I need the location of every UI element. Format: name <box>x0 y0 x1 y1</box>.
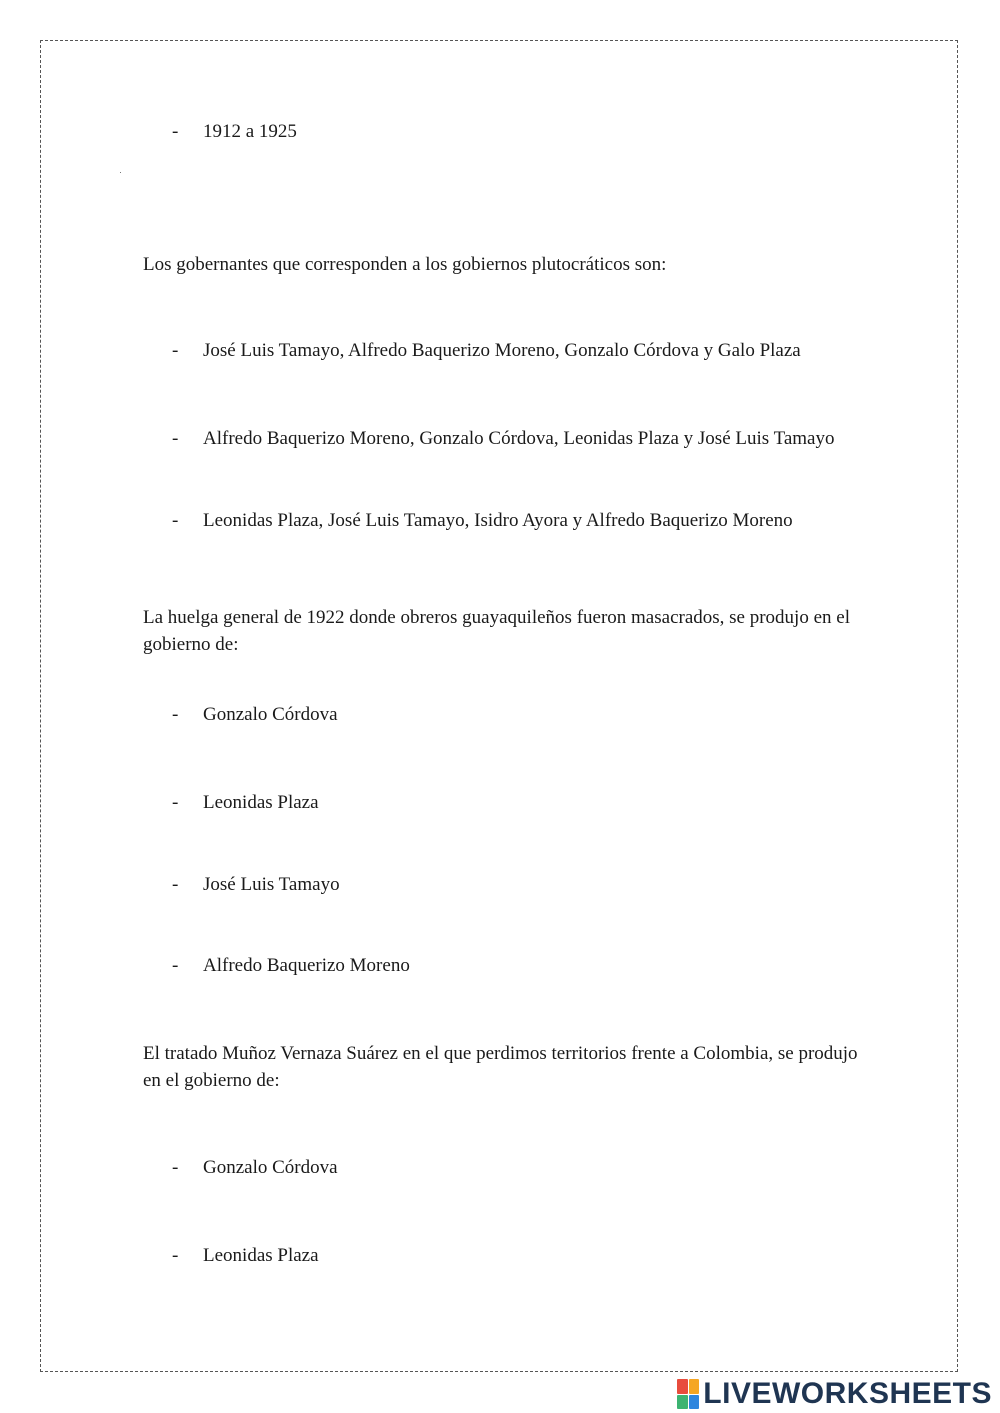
bullet-dash: - <box>172 704 179 725</box>
bullet-dash: - <box>172 1157 179 1178</box>
question-2-option-4[interactable]: Alfredo Baquerizo Moreno <box>203 955 410 976</box>
question-2-option-2[interactable]: Leonidas Plaza <box>203 792 319 813</box>
logo-icon-block <box>689 1379 700 1394</box>
question-3-option-2[interactable]: Leonidas Plaza <box>203 1245 319 1266</box>
bullet-dash: - <box>172 1245 179 1266</box>
question-2-prompt: La huelga general de 1922 donde obreros guayaquileños fueron masacrados, se produjo en el gobierno de: <box>143 607 850 655</box>
logo-icon-block <box>689 1395 700 1410</box>
question-3-prompt: El tratado Muñoz Vernaza Suárez en el que perdimos territorios frente a Colombia, se produjo en el gobierno de: <box>143 1043 858 1091</box>
stray-mark <box>120 172 121 173</box>
period-option: 1912 a 1925 <box>203 121 297 142</box>
bullet-dash: - <box>172 121 179 142</box>
logo-icon <box>677 1379 699 1409</box>
question-2-option-1[interactable]: Gonzalo Córdova <box>203 704 338 725</box>
logo-icon-block <box>677 1379 688 1394</box>
bullet-dash: - <box>172 792 179 813</box>
bullet-dash: - <box>172 510 179 531</box>
question-1-option-1[interactable]: José Luis Tamayo, Alfredo Baquerizo Moreno, Gonzalo Córdova y Galo Plaza <box>203 340 801 361</box>
bullet-dash: - <box>172 428 179 449</box>
bullet-dash: - <box>172 874 179 895</box>
bullet-dash: - <box>172 955 179 976</box>
question-1-option-3[interactable]: Leonidas Plaza, José Luis Tamayo, Isidro Ayora y Alfredo Baquerizo Moreno <box>203 510 793 531</box>
logo-text: LIVEWORKSHEETS <box>703 1377 992 1410</box>
question-2-option-3[interactable]: José Luis Tamayo <box>203 874 340 895</box>
logo-icon-block <box>677 1395 688 1410</box>
question-1-option-2[interactable]: Alfredo Baquerizo Moreno, Gonzalo Córdova, Leonidas Plaza y José Luis Tamayo <box>203 428 835 449</box>
question-3-option-1[interactable]: Gonzalo Córdova <box>203 1157 338 1178</box>
question-1-prompt: Los gobernantes que corresponden a los gobiernos plutocráticos son: <box>143 254 667 275</box>
liveworksheets-logo[interactable] <box>677 1377 992 1411</box>
bullet-dash: - <box>172 340 179 361</box>
